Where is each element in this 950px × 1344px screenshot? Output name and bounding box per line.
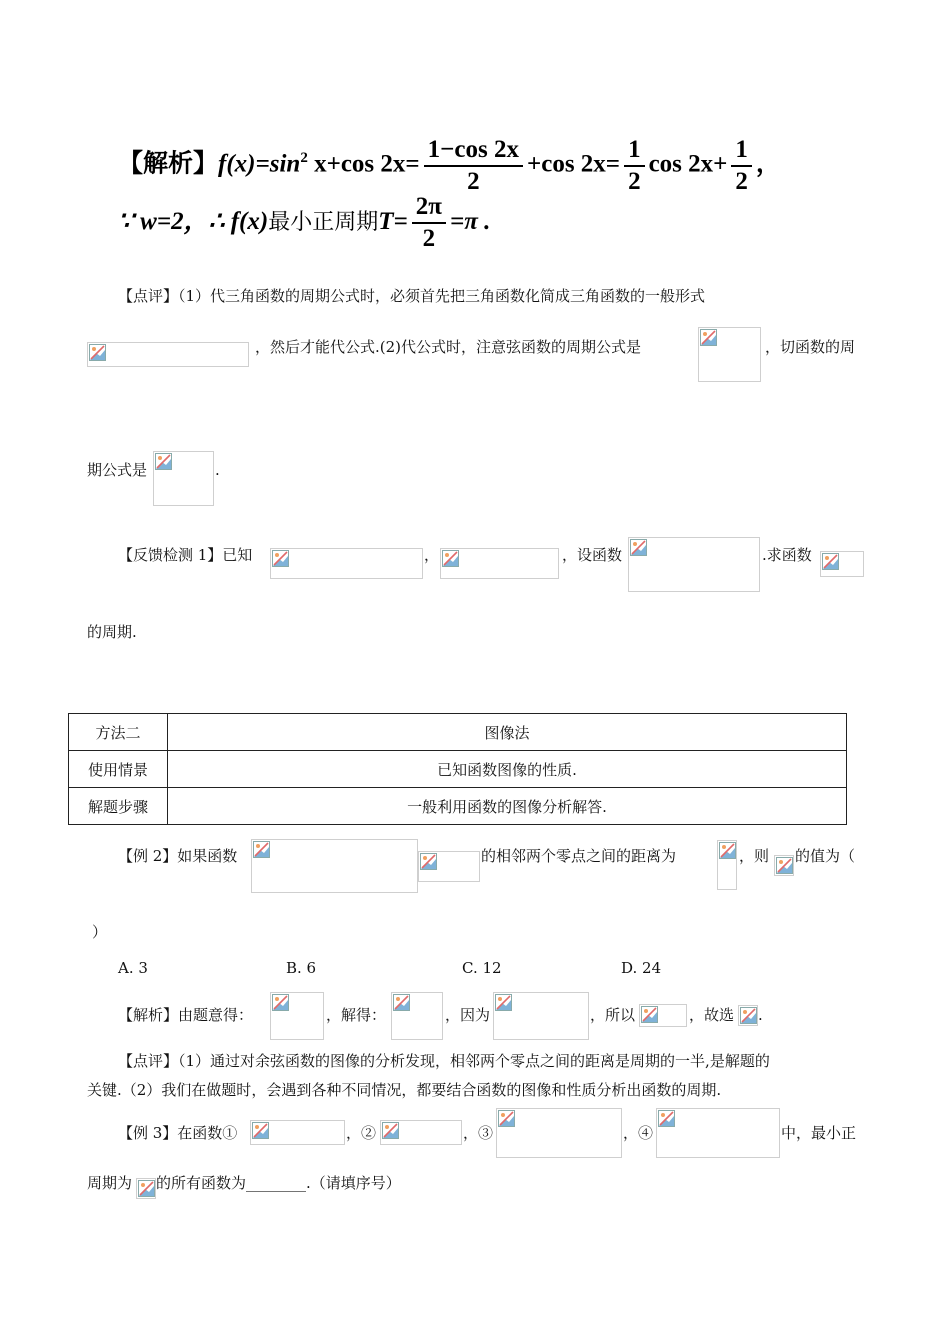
formula-image-broken <box>380 1120 462 1145</box>
formula-mid1: x+cos 2x= <box>307 150 420 178</box>
formula-image-broken <box>698 327 761 382</box>
example3-c: ，③ <box>463 1124 494 1142</box>
fraction-4-numerator: 2π <box>412 192 446 224</box>
broken-image-icon <box>420 853 437 870</box>
formula-image-broken <box>440 548 559 579</box>
option-a: A. 3 <box>118 959 148 977</box>
broken-image-icon <box>138 1180 155 1197</box>
broken-image-icon <box>272 550 289 567</box>
fraction-3 <box>731 135 752 197</box>
formula-image-broken <box>717 840 737 890</box>
comment1-line2b: ，切函数的周 <box>765 338 856 356</box>
example3-d: ，④ <box>623 1124 654 1142</box>
fraction-2-denominator: 2 <box>628 167 641 195</box>
formula-line2-end: =π . <box>449 208 491 235</box>
feedback-e: 的周期. <box>87 623 137 641</box>
formula-image-broken <box>270 992 324 1040</box>
formula-image-broken <box>493 992 589 1040</box>
comment2-line1: 【点评】（1）通过对余弦函数的图像的分析发现，相邻两个零点之间的距离是周期的一半,是解题的 <box>118 1052 770 1070</box>
solution-formula-line2 <box>118 190 490 254</box>
feedback-a: 【反馈检测 1】已知 <box>118 546 253 564</box>
broken-image-icon <box>498 1110 515 1127</box>
example2-b: 的相邻两个零点之间的距离为 <box>481 847 677 865</box>
analysis2-f: . <box>758 1006 763 1024</box>
formula-image-broken <box>250 1120 345 1145</box>
broken-image-icon <box>641 1006 658 1023</box>
method-table <box>68 713 847 825</box>
table-row <box>69 751 847 788</box>
formula-line2-chinese: 最小正周期 <box>268 210 379 235</box>
broken-image-icon <box>155 453 172 470</box>
broken-image-icon <box>630 539 647 556</box>
solution-label: 【解析】 <box>118 148 219 178</box>
broken-image-icon <box>740 1007 757 1024</box>
formula-image-broken <box>656 1108 780 1158</box>
formula-image-broken <box>87 342 249 367</box>
example3-f: 周期为 <box>87 1174 133 1192</box>
formula-image-broken <box>820 551 864 577</box>
formula-image-broken <box>391 992 443 1040</box>
analysis2-c: ，因为 <box>445 1006 491 1024</box>
formula-end: ， <box>755 150 781 178</box>
example3-a: 【例 3】在函数① <box>118 1124 238 1142</box>
formula-mid2: +cos 2x= <box>526 150 621 178</box>
broken-image-icon <box>658 1110 675 1127</box>
example3-e: 中，最小正 <box>781 1124 857 1142</box>
comment2-line2: 关键.（2）我们在做题时，会遇到各种不同情况，都要结合函数的图像和性质分析出函数的周期. <box>87 1081 722 1099</box>
analysis2-e: ，故选 <box>689 1006 735 1024</box>
fraction-4-denominator: 2 <box>422 225 436 253</box>
comment1-line1: 【点评】（1）代三角函数的周期公式时，必须首先把三角函数化简成三角函数的一般形式 <box>118 287 706 305</box>
formula-image-broken <box>153 451 214 506</box>
broken-image-icon <box>272 994 289 1011</box>
comment1-line2a: ，然后才能代公式.(2)代公式时，注意弦函数的周期公式是 <box>255 338 642 356</box>
broken-image-icon <box>719 842 736 859</box>
table-cell: 已知函数图像的性质. <box>168 751 847 788</box>
table-cell: 使用情景 <box>69 751 168 788</box>
broken-image-icon <box>700 329 717 346</box>
formula-mid3: cos 2x+ <box>648 150 728 178</box>
formula-image-broken <box>496 1108 622 1158</box>
fraction-3-denominator: 2 <box>735 167 748 195</box>
feedback-d: .求函数 <box>762 546 812 564</box>
table-row <box>69 714 847 751</box>
fraction-2-numerator: 1 <box>624 135 645 167</box>
example3-b: ，② <box>346 1124 377 1142</box>
formula-image-broken <box>738 1005 758 1026</box>
broken-image-icon <box>822 553 839 570</box>
analysis2-b: ，解得： <box>326 1006 387 1024</box>
broken-image-icon <box>253 841 270 858</box>
broken-image-icon <box>495 994 512 1011</box>
formula-exponent: 2 <box>300 150 308 166</box>
fraction-1 <box>424 135 523 197</box>
fraction-1-denominator: 2 <box>467 167 480 195</box>
example2-a: 【例 2】如果函数 <box>118 847 238 865</box>
formula-line2-pre: ∵ w=2，∴ f(x) <box>118 208 269 235</box>
comment1-line3b: . <box>215 461 220 479</box>
formula-image-broken <box>270 548 423 579</box>
example3-g: 的所有函数为________.（请填序号） <box>156 1174 401 1192</box>
analysis2-d: ，所以 <box>590 1006 636 1024</box>
table-cell: 方法二 <box>69 714 168 751</box>
broken-image-icon <box>252 1122 269 1139</box>
formula-image-broken <box>628 537 760 592</box>
feedback-c: ，设函数 <box>562 546 623 564</box>
formula-line2-T: T= <box>378 208 408 235</box>
table-cell: 解题步骤 <box>69 788 168 825</box>
example2-e: ） <box>92 923 108 941</box>
formula-image-broken <box>251 839 418 893</box>
option-c: C. 12 <box>462 959 502 977</box>
formula-image-broken <box>774 855 794 876</box>
table-row <box>69 788 847 825</box>
example2-d: 的值为（ <box>795 847 856 865</box>
comment1-line3a: 期公式是 <box>87 461 148 479</box>
broken-image-icon <box>442 550 459 567</box>
broken-image-icon <box>89 344 106 361</box>
feedback-b: ， <box>424 546 440 564</box>
formula-image-broken <box>418 851 480 882</box>
option-d: D. 24 <box>621 959 662 977</box>
fraction-2 <box>624 135 645 197</box>
formula-image-broken <box>136 1178 156 1199</box>
broken-image-icon <box>382 1122 399 1139</box>
formula-lhs: f(x)=sin <box>218 150 301 178</box>
fraction-4 <box>412 192 446 254</box>
broken-image-icon <box>393 994 410 1011</box>
fraction-1-numerator: 1−cos 2x <box>424 135 523 167</box>
analysis2-a: 【解析】由题意得： <box>118 1006 254 1024</box>
table-cell: 图像法 <box>168 714 847 751</box>
formula-image-broken <box>639 1004 687 1027</box>
example2-c: ，则 <box>739 847 770 865</box>
solution-formula-line1 <box>118 126 781 195</box>
broken-image-icon <box>776 857 793 874</box>
table-cell: 一般利用函数的图像分析解答. <box>168 788 847 825</box>
option-b: B. 6 <box>286 959 317 977</box>
fraction-3-numerator: 1 <box>731 135 752 167</box>
